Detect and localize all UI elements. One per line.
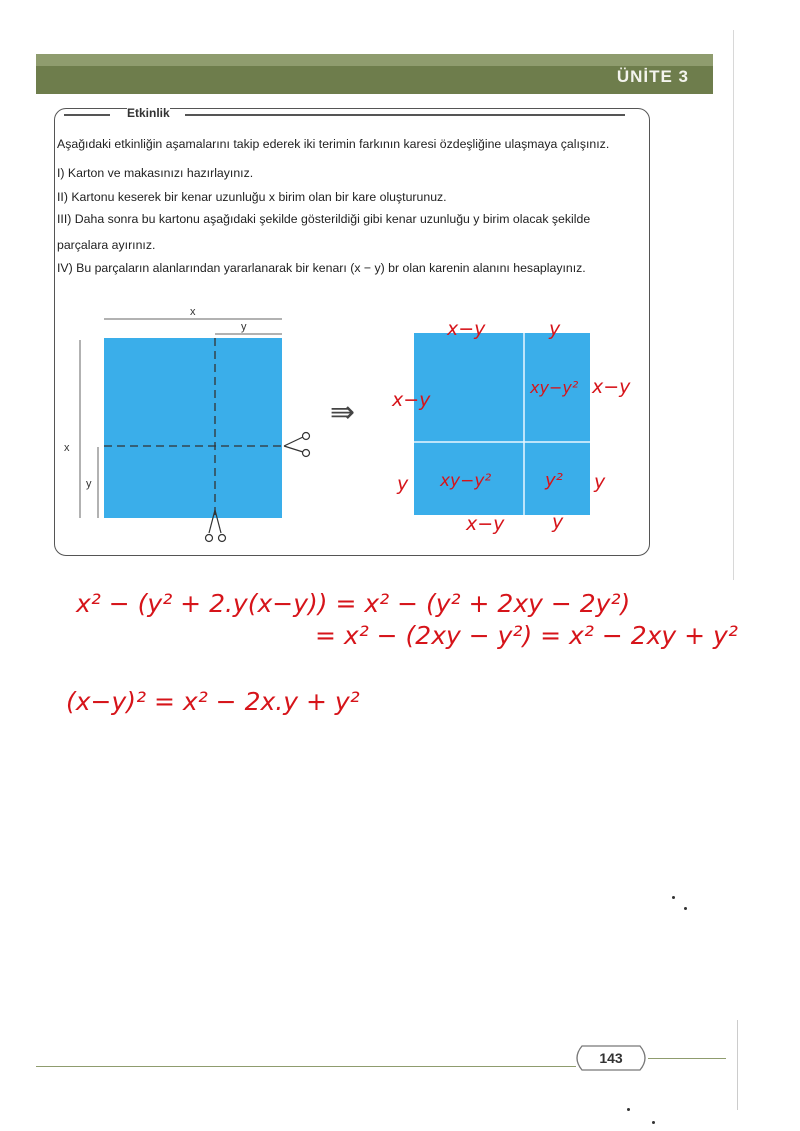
footer-rule-left <box>36 1066 576 1067</box>
label-x-top: x <box>190 306 196 318</box>
label-cell-bottom-left: xy−y² <box>440 471 492 491</box>
handwritten-line-1: x² − (y² + 2.y(x−y)) = x² − (y² + 2xy − 2y²) <box>76 589 631 618</box>
step-2: II) Kartonu keserek bir kenar uzunluğu x birim olan bir kare oluşturunuz. <box>57 190 447 204</box>
activity-title: Etkinlik <box>127 106 170 120</box>
label-cell-bottom-right: y² <box>545 470 563 491</box>
label-bottom-right: y <box>552 511 564 533</box>
activity-intro: Aşağıdaki etkinliğin aşamalarını takip ederek iki terimin farkının karesi özdeşliğine ulaşmaya çalışınız. <box>57 137 610 151</box>
right-figure <box>391 318 631 535</box>
label-bottom-left: x−y <box>466 513 505 535</box>
handwritten-line-3: (x−y)² = x² − 2x.y + y² <box>66 687 360 716</box>
footer-margin-rule <box>737 1020 738 1110</box>
label-right-lower: y <box>594 471 606 493</box>
stray-mark <box>684 907 687 910</box>
square-x-panel <box>104 338 282 518</box>
label-top-left: x−y <box>447 318 486 340</box>
label-x-side: x <box>64 442 70 454</box>
step-4: IV) Bu parçaların alanlarından yararlanarak bir kenarı (x − y) br olan karenin alanını hesaplayınız. <box>57 261 586 275</box>
stray-mark <box>652 1121 655 1124</box>
step-3-cont: parçalara ayırınız. <box>57 238 156 252</box>
label-right-upper: x−y <box>592 376 631 398</box>
page-number: 143 <box>599 1050 623 1066</box>
unit-label: ÜNİTE 3 <box>616 67 689 86</box>
label-left-lower: y <box>397 473 409 495</box>
stray-mark <box>672 896 675 899</box>
label-cell-top-right: xy−y² <box>530 378 579 397</box>
arrow-icon: ⇛ <box>330 396 356 429</box>
label-left-upper: x−y <box>392 389 431 411</box>
step-1: I) Karton ve makasınızı hazırlayınız. <box>57 166 254 180</box>
footer-rule-right <box>648 1058 726 1059</box>
scissors-icon <box>284 433 310 457</box>
left-figure <box>64 306 310 542</box>
stray-mark <box>627 1108 630 1111</box>
label-top-right: y <box>549 318 561 340</box>
label-y-top: y <box>241 321 247 333</box>
label-y-side: y <box>86 478 92 490</box>
step-3: III) Daha sonra bu kartonu aşağıdaki şekilde gösterildiği gibi kenar uzunluğu y birim olacak şekilde <box>57 212 591 226</box>
handwritten-line-2: = x² − (2xy − y²) = x² − 2xy + y² <box>315 621 738 650</box>
